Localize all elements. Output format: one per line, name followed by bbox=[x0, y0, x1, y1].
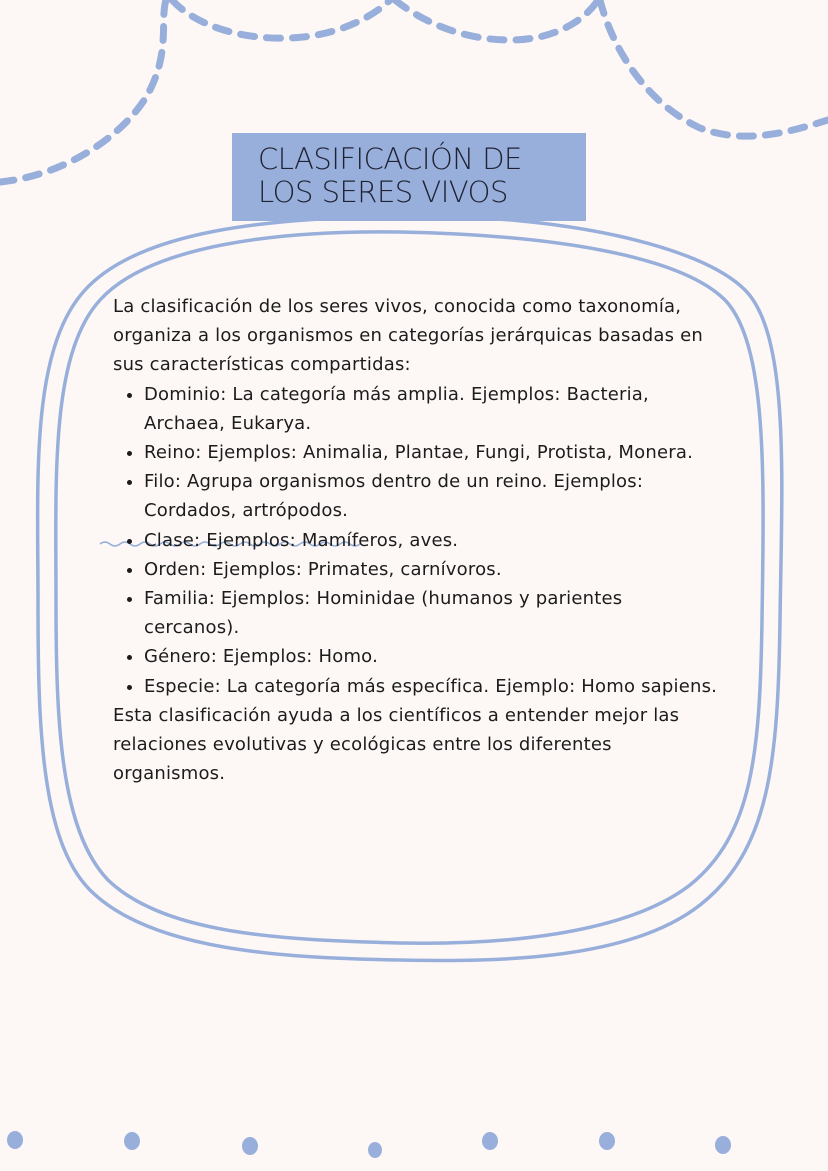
dot bbox=[599, 1132, 615, 1150]
conclusion-paragraph: Esta clasificación ayuda a los científicos a entender mejor las relaciones evolutivas y ecológicas entre los diferentes organismos. bbox=[113, 704, 680, 785]
body-text bbox=[113, 292, 723, 788]
category-list bbox=[113, 380, 723, 701]
list-item-clase: • Clase: Ejemplos: Mamíferos, aves. bbox=[144, 526, 723, 555]
page-title-line-1: CLASIFICACIÓN DE bbox=[258, 142, 522, 176]
list-item-filo: • Filo: Agrupa organismos dentro de un reino. Ejemplos: Cordados, artrópodos. bbox=[144, 467, 723, 525]
intro-paragraph: La clasificación de los seres vivos, conocida como taxonomía, organiza a los organismos en categorías jerárquicas basadas en sus características compartidas: bbox=[113, 296, 703, 376]
list-item-orden: • Orden: Ejemplos: Primates, carnívoros. bbox=[144, 555, 723, 584]
list-item-dominio: • Dominio: La categoría más amplia. Ejemplos: Bacteria, Archaea, Eukarya. bbox=[144, 380, 723, 438]
dot bbox=[368, 1142, 382, 1158]
list-item-reino: • Reino: Ejemplos: Animalia, Plantae, Fungi, Protista, Monera. bbox=[144, 438, 723, 467]
dot bbox=[715, 1136, 731, 1154]
dot bbox=[482, 1132, 498, 1150]
page-title-line-2: LOS SERES VIVOS bbox=[258, 175, 508, 209]
list-item-familia: • Familia: Ejemplos: Hominidae (humanos y parientes cercanos). bbox=[144, 584, 723, 642]
list-item-genero: • Género: Ejemplos: Homo. bbox=[144, 642, 723, 671]
dot bbox=[7, 1131, 23, 1149]
bottom-dots bbox=[7, 1131, 731, 1158]
list-item-especie: • Especie: La categoría más específica. Ejemplo: Homo sapiens. bbox=[144, 672, 723, 701]
title-banner bbox=[232, 133, 586, 221]
dot bbox=[124, 1132, 140, 1150]
dot bbox=[242, 1137, 258, 1155]
